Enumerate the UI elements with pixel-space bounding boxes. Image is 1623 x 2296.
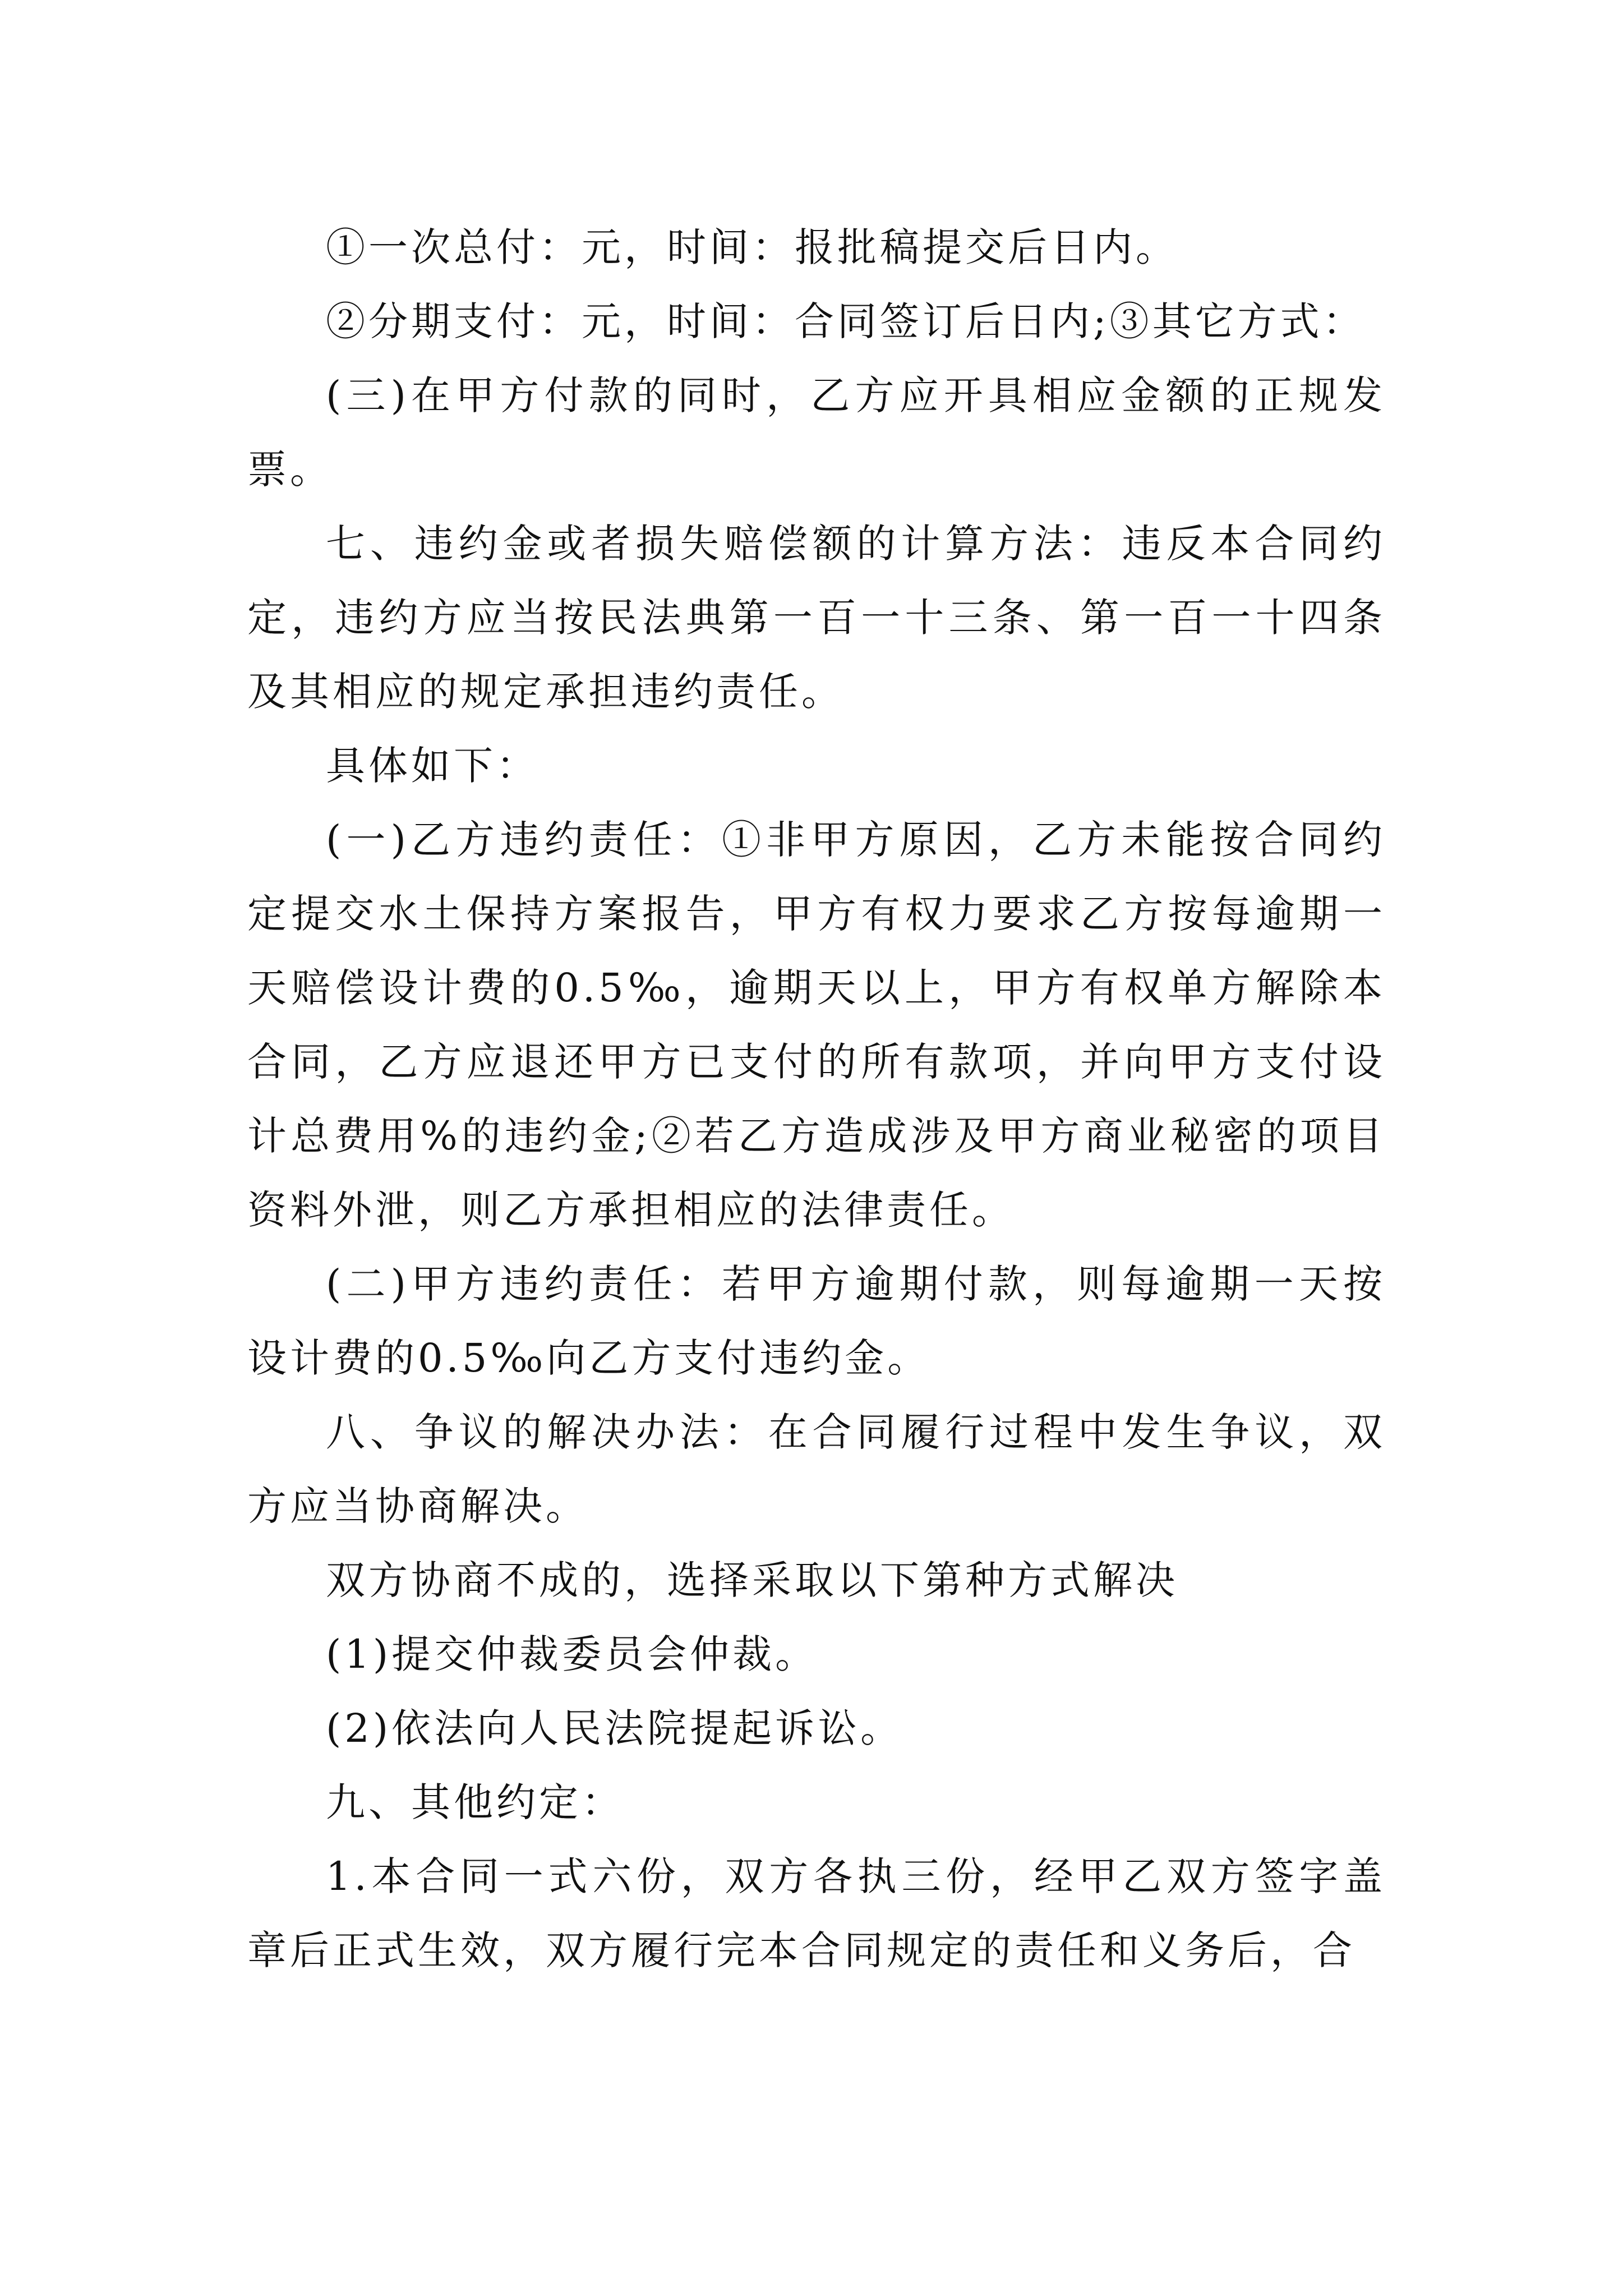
paragraph-lump-sum-payment: ①一次总付：元，时间：报批稿提交后日内。	[326, 224, 1178, 270]
paragraph-invoice: (三)在甲方付款的同时，乙方应开具相应金额的正规发票。	[247, 372, 1386, 493]
paragraph-breach-penalty: 七、违约金或者损失赔偿额的计算方法：违反本合同约定，违约方应当按民法典第一百一十三条、第一百一十四条及其相应的规定承担违约责任。	[247, 521, 1386, 715]
paragraph-dispute-resolution: 八、争议的解决办法：在合同履行过程中发生争议，双方应当协商解决。	[247, 1409, 1386, 1529]
paragraph-copies-effectiveness: 1.本合同一式六份，双方各执三份，经甲乙双方签字盖章后正式生效，双方履行完本合同规定的责任和义务后，合	[247, 1853, 1386, 1973]
paragraph-details-heading: 具体如下：	[326, 743, 539, 789]
paragraph-arbitration: (1)提交仲裁委员会仲裁。	[326, 1631, 818, 1677]
paragraph-dispute-choice: 双方协商不成的，选择采取以下第种方式解决	[326, 1557, 1178, 1603]
paragraph-litigation: (2)依法向人民法院提起诉讼。	[326, 1705, 903, 1751]
paragraph-party-b-liability: (一)乙方违约责任：①非甲方原因，乙方未能按合同约定提交水土保持方案报告，甲方有权力要求乙方按每逾期一天赔偿设计费的0.5‰，逾期天以上，甲方有权单方解除本合同，乙方应退还甲方已支付的所有款项，并向甲方支付设计总费用%的违约金;②若乙方造成涉及甲方商业秘密的项目资料外泄，则乙方承担相应的法律责任。	[247, 817, 1386, 1233]
paragraph-party-a-liability: (二)甲方违约责任：若甲方逾期付款，则每逾期一天按设计费的0.5‰向乙方支付违约金。	[247, 1261, 1386, 1381]
paragraph-other-agreements: 九、其他约定：	[326, 1779, 624, 1825]
document-body	[247, 210, 1386, 1987]
paragraph-installment-payment: ②分期支付：元，时间：合同签订后日内;③其它方式：	[326, 298, 1366, 344]
